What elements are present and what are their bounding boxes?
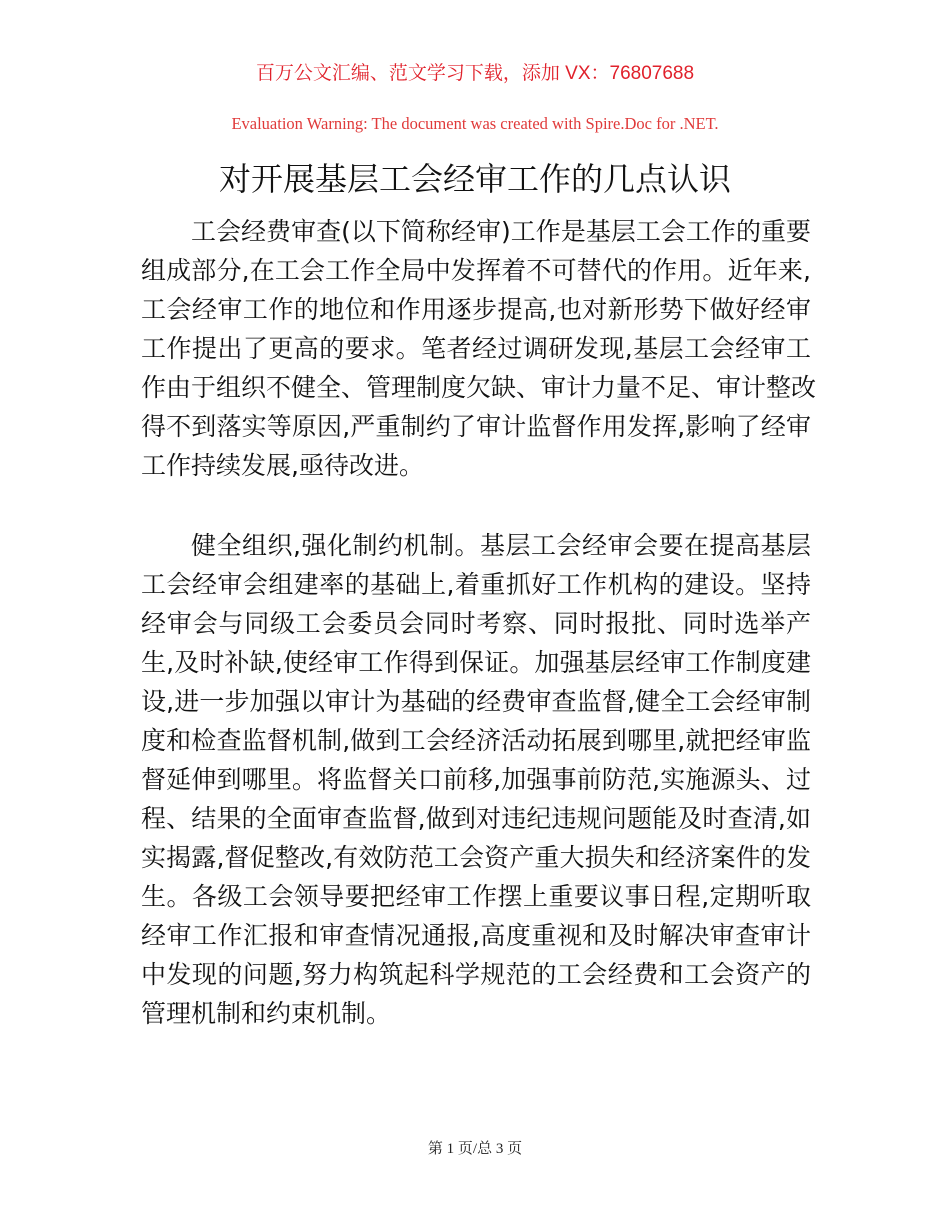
text-line: 工作持续发展,亟待改进。 (141, 451, 424, 480)
text-line: 工会经审工作的地位和作用逐步提高,也对新形势下做好经审 (141, 295, 811, 324)
text-line: 健全组织,强化制约机制。基层工会经审会要在提高基层 (191, 531, 811, 560)
text-line: 工作提出了更高的要求。笔者经过调研发现,基层工会经审工 (141, 334, 811, 363)
text-line: 实揭露,督促整改,有效防范工会资产重大损失和经济案件的发 (141, 843, 811, 872)
promo-banner: 百万公文汇编、范文学习下载，添加 VX：76807688 (255, 63, 695, 84)
text-line: 组成部分,在工会工作全局中发挥着不可替代的作用。近年来, (141, 256, 811, 285)
text-line: 生,及时补缺,使经审工作得到保证。加强基层经审工作制度建 (141, 648, 811, 677)
text-line: 程、结果的全面审查监督,做到对违纪违规问题能及时查清,如 (141, 804, 811, 833)
text-line: 工会经审会组建率的基础上,着重抓好工作机构的建设。坚持 (141, 570, 811, 599)
text-line: 经审工作汇报和审查情况通报,高度重视和及时解决审查审计 (141, 921, 811, 950)
text-line: 设,进一步加强以审计为基础的经费审查监督,健全工会经审制 (141, 687, 811, 716)
text-line: 度和检查监督机制,做到工会经济活动拓展到哪里,就把经审监 (141, 726, 811, 755)
text-line: 管理机制和约束机制。 (141, 999, 392, 1028)
text-line: 督延伸到哪里。将监督关口前移,加强事前防范,实施源头、过 (141, 765, 811, 794)
page-number: 第 1 页/总 3 页 (427, 1141, 523, 1157)
document-title: 对开展基层工会经审工作的几点认识 (218, 160, 731, 198)
text-line: 生。各级工会领导要把经审工作摆上重要议事日程,定期听取 (141, 882, 811, 911)
paragraph-1 (141, 212, 817, 485)
paragraph-2 (141, 526, 811, 1033)
text-line: 中发现的问题,努力构筑起科学规范的工会经费和工会资产的 (141, 960, 811, 989)
text-line: 得不到落实等原因,严重制约了审计监督作用发挥,影响了经审 (141, 412, 811, 441)
text-line: 工会经费审查(以下简称经审)工作是基层工会工作的重要 (191, 217, 811, 246)
text-line: 作由于组织不健全、管理制度欠缺、审计力量不足、审计整改 (141, 373, 817, 402)
evaluation-warning: Evaluation Warning: The document was created with Spire.Doc for .NET. (231, 114, 719, 133)
text-line: 经审会与同级工会委员会同时考察、同时报批、同时选举产 (141, 609, 811, 638)
